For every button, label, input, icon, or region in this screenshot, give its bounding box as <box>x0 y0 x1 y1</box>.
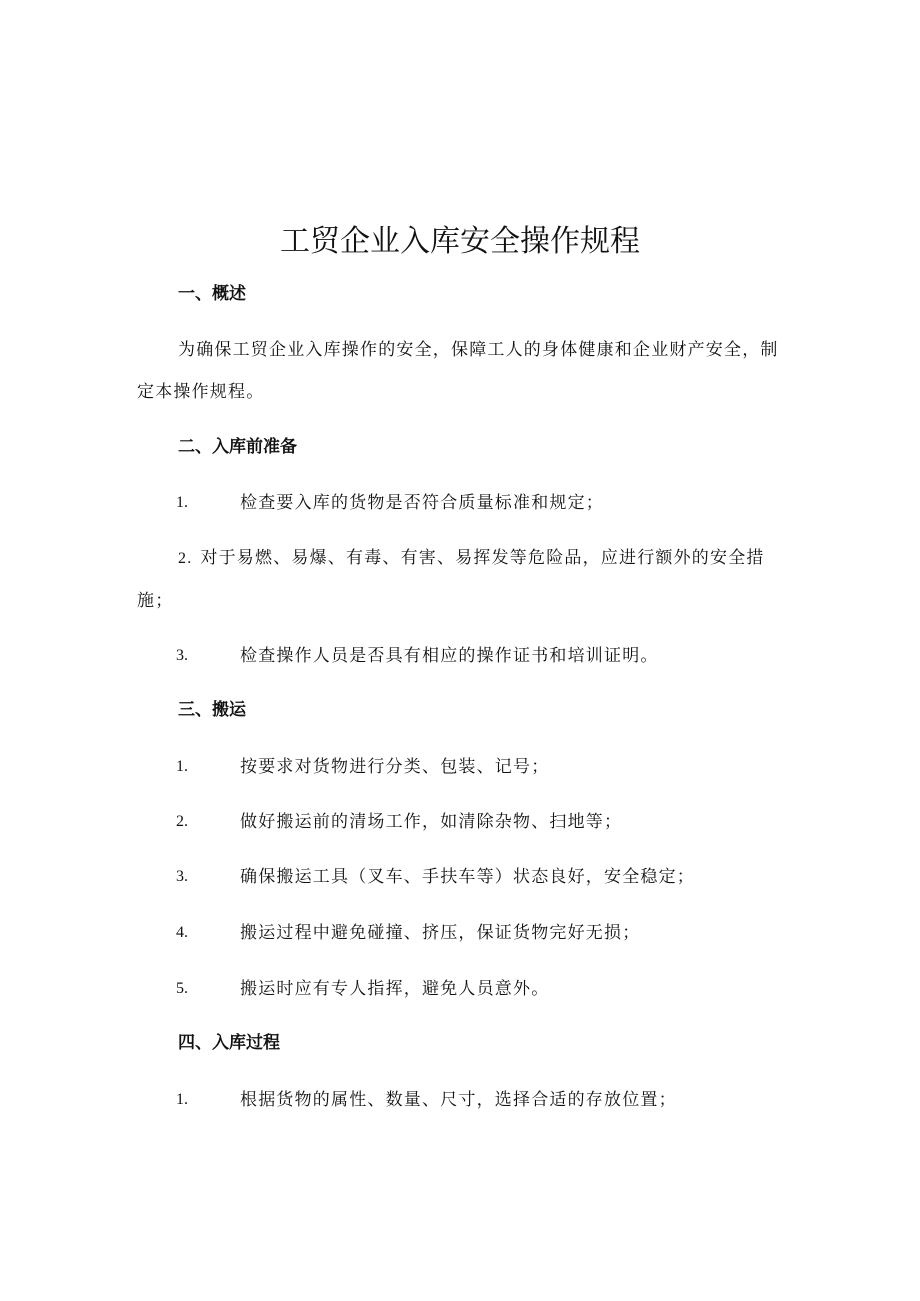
list-item <box>0 643 920 669</box>
list-item-text: 搬运过程中避免碰撞、挤压，保证货物完好无损； <box>240 923 641 943</box>
overview-paragraph: 为确保工贸企业入库操作的安全，保障工人的身体健康和企业财产安全，制定本操作规程。 <box>137 340 779 402</box>
list-item-text: 对于易燃、易爆、有毒、有害、易挥发等危险品，应进行额外的安全措施； <box>137 548 765 611</box>
list-item-number: 2. <box>176 813 188 830</box>
list-item <box>0 809 920 835</box>
list-item-text: 检查操作人员是否具有相应的操作证书和培训证明。 <box>240 646 659 666</box>
list-item <box>0 920 920 946</box>
list-item-text: 根据货物的属性、数量、尺寸，选择合适的存放位置； <box>240 1090 677 1110</box>
section-heading-storage: 四、入库过程 <box>178 1033 280 1053</box>
list-item-number: 2. <box>178 550 193 567</box>
list-item <box>0 976 920 1002</box>
list-item <box>0 490 920 516</box>
list-item-number: 5. <box>176 980 188 997</box>
list-item <box>0 1087 920 1113</box>
list-item-number: 1. <box>176 1091 188 1108</box>
section-heading-overview: 一、概述 <box>178 284 246 304</box>
list-item-text: 搬运时应有专人指挥，避免人员意外。 <box>240 979 550 999</box>
list-item <box>0 754 920 780</box>
section-heading-handling: 三、搬运 <box>178 700 246 720</box>
document-title: 工贸企业入库安全操作规程 <box>280 224 640 259</box>
list-item-text: 按要求对货物进行分类、包装、记号； <box>240 757 550 777</box>
list-item <box>0 864 920 890</box>
list-item-number: 1. <box>176 494 188 511</box>
list-item-text: 检查要入库的货物是否符合质量标准和规定； <box>240 493 604 513</box>
list-item-number: 3. <box>176 868 188 885</box>
list-item-text: 做好搬运前的清场工作，如清除杂物、扫地等； <box>240 812 623 832</box>
list-item-number: 3. <box>176 647 188 664</box>
list-item-number: 1. <box>176 758 188 775</box>
list-item-text: 确保搬运工具（叉车、手扶车等）状态良好，安全稳定； <box>240 867 695 887</box>
list-item <box>137 537 787 622</box>
section-heading-preparation: 二、入库前准备 <box>178 437 297 457</box>
list-item-number: 4. <box>176 924 188 941</box>
